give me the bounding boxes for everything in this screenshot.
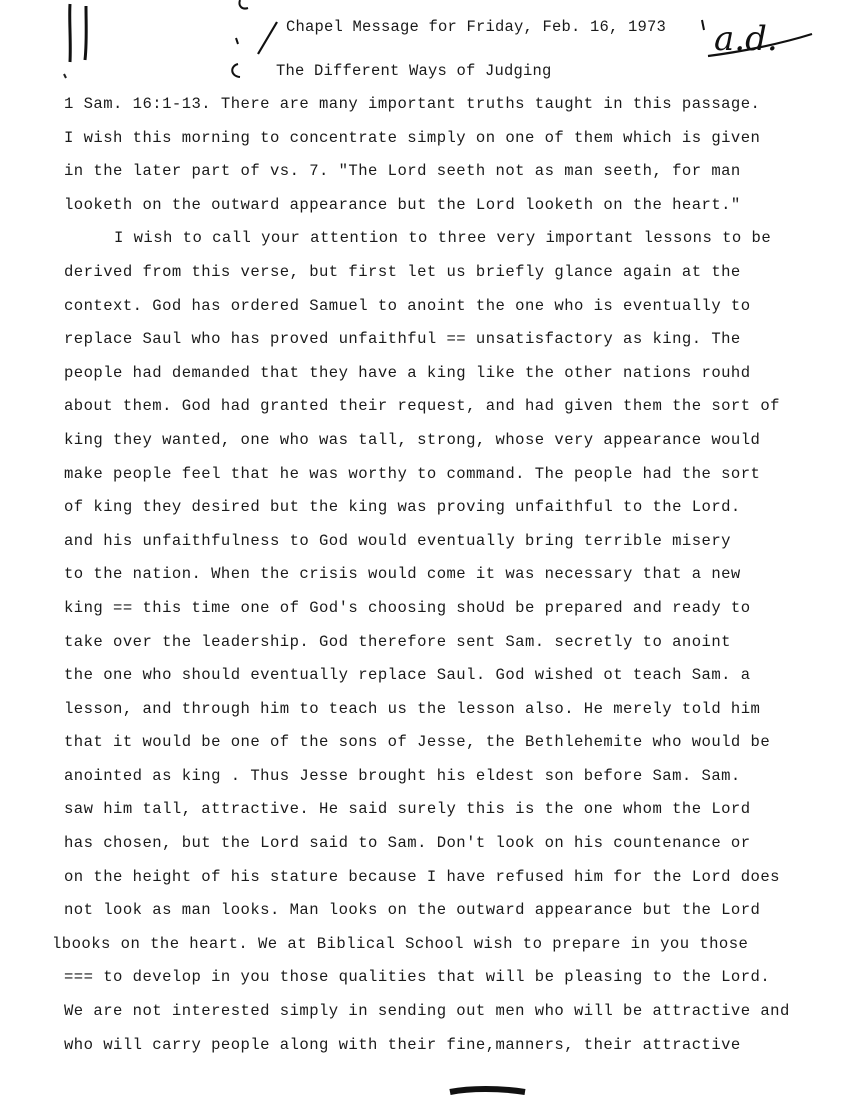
tick-mark-header bbox=[702, 20, 704, 30]
body-line: context. God has ordered Samuel to anoint the one who is eventually to bbox=[64, 296, 751, 315]
body-line: in the later part of vs. 7. "The Lord seeth not as man seeth, for man bbox=[64, 162, 741, 181]
body-line: about them. God had granted their request, and had given them the sort of bbox=[64, 397, 780, 416]
sermon-title: The Different Ways of Judging bbox=[276, 62, 552, 80]
body-line: derived from this verse, but first let us briefly glance again at the bbox=[64, 262, 741, 281]
margin-stroke-left-2 bbox=[85, 6, 86, 60]
body-line: === to develop in you those qualities that will be pleasing to the Lord. bbox=[64, 968, 771, 987]
scribble-top bbox=[239, 0, 248, 9]
body-line: take over the leadership. God therefore sent Sam. secretly to anoint bbox=[64, 632, 731, 651]
body-line: looketh on the outward appearance but the Lord looketh on the heart." bbox=[64, 195, 741, 214]
body-line: the one who should eventually replace Saul. God wished ot teach Sam. a bbox=[64, 666, 751, 685]
body-line: has chosen, but the Lord said to Sam. Don't look on his countenance or bbox=[64, 834, 751, 853]
body-line: people had demanded that they have a king like the other nations rouhd bbox=[64, 363, 751, 382]
body-line: I wish to call your attention to three very important lessons to be bbox=[114, 229, 772, 248]
slash-mark bbox=[258, 22, 277, 54]
body-line: make people feel that he was worthy to command. The people had the sort bbox=[64, 464, 761, 483]
body-line: on the height of his stature because I have refused him for the Lord does bbox=[64, 867, 780, 886]
body-line: that it would be one of the sons of Jesse, the Bethlehemite who would be bbox=[64, 733, 771, 752]
body-line: not look as man looks. Man looks on the outward appearance but the Lord bbox=[64, 901, 761, 920]
margin-stroke-left-1 bbox=[70, 4, 71, 62]
bottom-blot bbox=[450, 1089, 525, 1092]
margin-dot bbox=[64, 74, 66, 78]
body-line: 1 Sam. 16:1-13. There are many important truths taught in this passage. bbox=[64, 95, 761, 113]
body-line: We are not interested simply in sending out men who will be attractive and bbox=[64, 1002, 790, 1021]
body-line: to the nation. When the crisis would come it was necessary that a new bbox=[64, 565, 741, 584]
small-mark bbox=[236, 38, 238, 44]
curl-mark bbox=[232, 64, 240, 77]
body-line: and his unfaithfulness to God would eventually bring terrible misery bbox=[64, 531, 731, 550]
body-line: lbooks on the heart. We at Biblical School wish to prepare in you those bbox=[52, 934, 749, 953]
body-line: saw him tall, attractive. He said surely this is the one whom the Lord bbox=[64, 800, 751, 819]
body-line: king they wanted, one who was tall, strong, whose very appearance would bbox=[64, 430, 761, 449]
initials-underline bbox=[708, 34, 812, 56]
handwritten-initials: a.d. bbox=[714, 19, 778, 59]
body-line: of king they desired but the king was proving unfaithful to the Lord. bbox=[64, 498, 741, 517]
sermon-body bbox=[52, 88, 824, 1062]
body-line: who will carry people along with their fine,manners, their attractive bbox=[64, 1035, 741, 1054]
body-line: king == this time one of God's choosing shoUd be prepared and ready to bbox=[64, 598, 751, 617]
body-line: anointed as king . Thus Jesse brought his eldest son before Sam. Sam. bbox=[64, 766, 741, 785]
body-line: replace Saul who has proved unfaithful == unsatisfactory as king. The bbox=[64, 330, 741, 349]
body-line: lesson, and through him to teach us the lesson also. He merely told him bbox=[64, 699, 761, 718]
chapel-message-header: Chapel Message for Friday, Feb. 16, 1973 bbox=[286, 18, 667, 36]
body-line: I wish this morning to concentrate simply on one of them which is given bbox=[64, 128, 761, 147]
